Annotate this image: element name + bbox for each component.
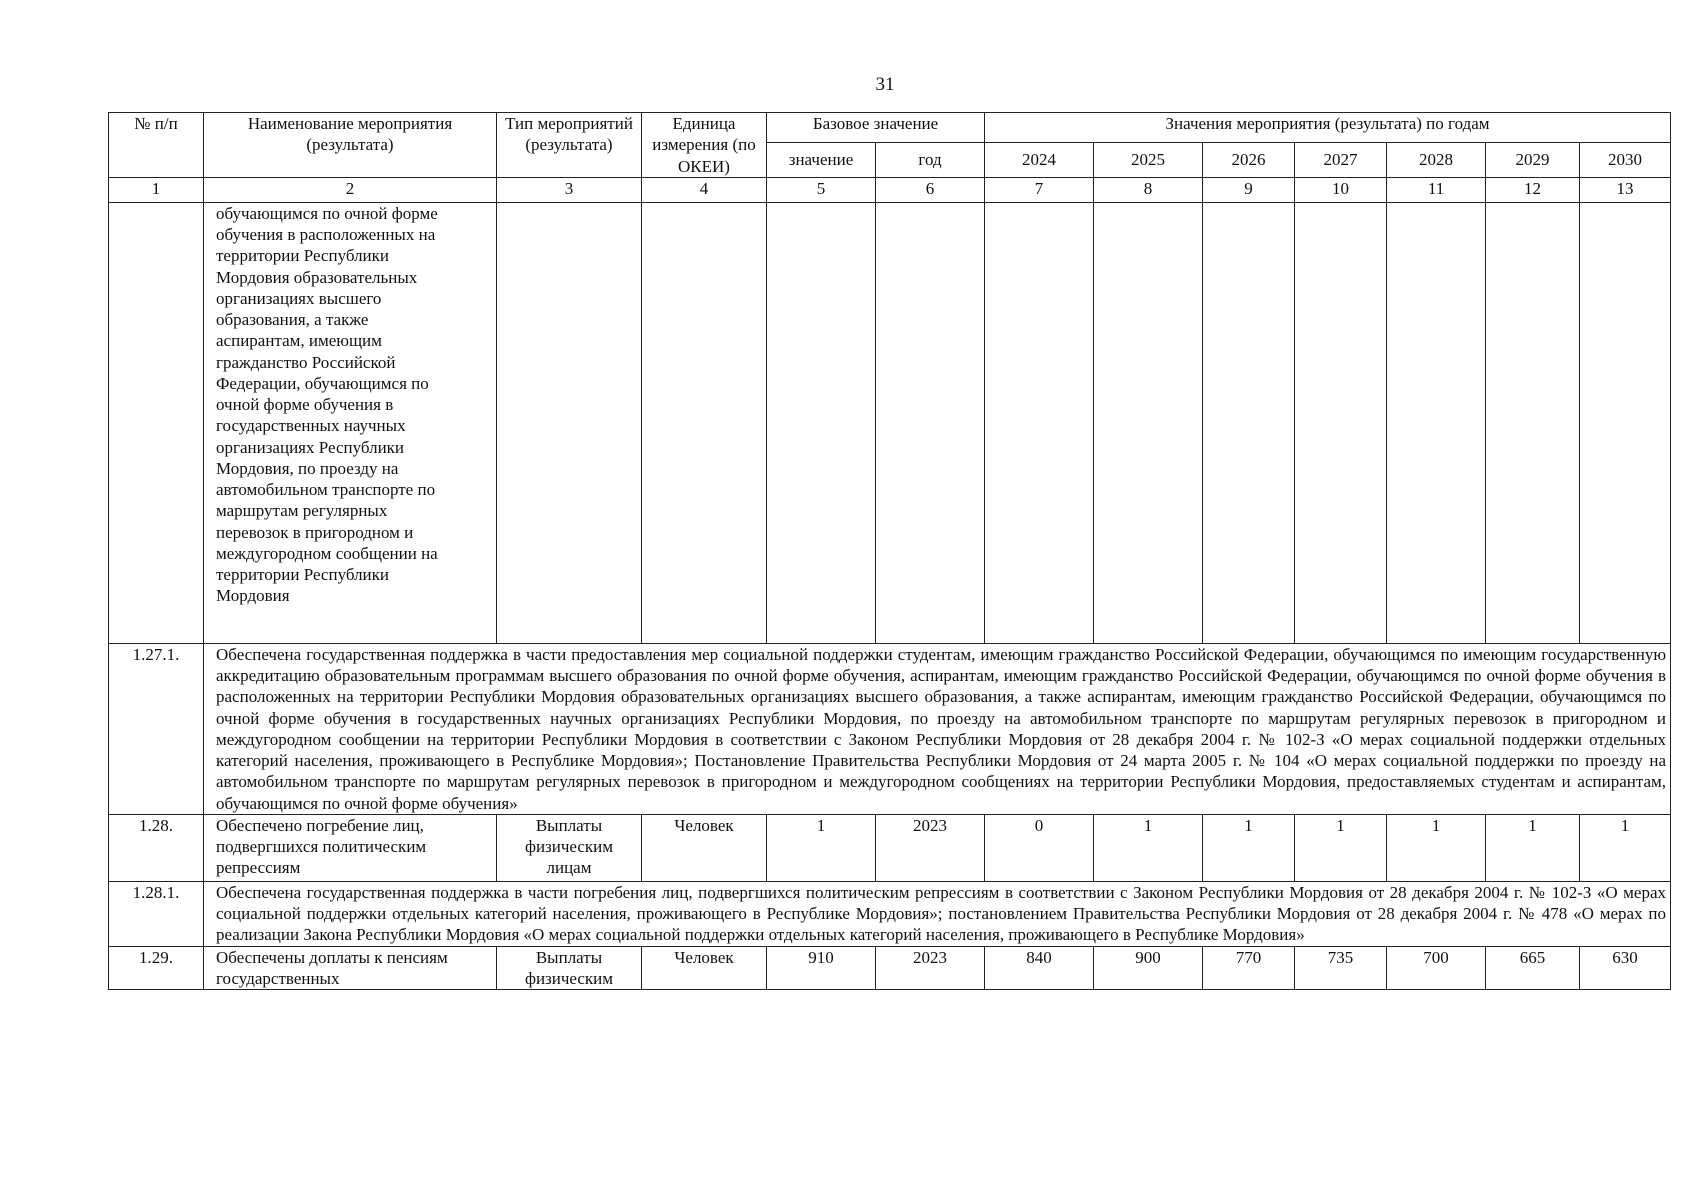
row-type: Выплаты физическим лицам [497,814,642,881]
row-unit: Человек [642,946,767,990]
header-base-value: значение [767,142,876,177]
row-value-2026: 770 [1203,946,1295,990]
row-number: 1.29. [109,946,204,990]
row-number: 1.28. [109,814,204,881]
results-table [108,112,1671,990]
header-unit: Единица измерения (по ОКЕИ) [642,113,767,178]
table-row [109,814,1671,881]
header-type: Тип мероприятий (результата) [497,113,642,178]
col-number: 6 [876,177,985,202]
header-year-2026: 2026 [1203,142,1295,177]
row-value-2024: 840 [985,946,1094,990]
row-value-2028: 700 [1387,946,1486,990]
continued-row [109,202,1671,643]
col-number: 4 [642,177,767,202]
header-row-1 [109,113,1671,143]
row-value-2029: 1 [1486,814,1580,881]
col-number: 9 [1203,177,1295,202]
col-number: 5 [767,177,876,202]
row-type: Выплаты физическим [497,946,642,990]
continued-row-name: обучающимся по очной форме обучения в расположенных на территории Республики Мордовия образовательных организациях высшего образования, а также аспирантам, имеющим гражданство Российской Федерации, обучающимся по очной форме обучения в государственных научных организациях Республики Мордовия, по проезду на автомобильном транспорте по маршрутам регулярных перевозок в пригородном и междугородном сообщении на территории Республики Мордовия [204,202,497,643]
column-numbers-row [109,177,1671,202]
header-year-2028: 2028 [1387,142,1486,177]
col-number: 11 [1387,177,1486,202]
col-number: 8 [1094,177,1203,202]
row-value-2029: 665 [1486,946,1580,990]
row-value-2025: 900 [1094,946,1203,990]
col-number: 13 [1580,177,1671,202]
header-year-2029: 2029 [1486,142,1580,177]
row-value-2028: 1 [1387,814,1486,881]
row-base-value: 1 [767,814,876,881]
row-name: Обеспечены доплаты к пенсиям государственных [204,946,497,990]
row-name: Обеспечено погребение лиц, подвергшихся политическим репрессиям [204,814,497,881]
header-year-2027: 2027 [1295,142,1387,177]
table-row [109,946,1671,990]
table-row [109,643,1671,814]
row-base-value: 910 [767,946,876,990]
row-value-2026: 1 [1203,814,1295,881]
row-description: Обеспечена государственная поддержка в части погребения лиц, подвергшихся политическим репрессиям в соответствии с Законом Республики Мордовия от 28 декабря 2004 г. № 102-З «О мерах социальной поддержки отдельных категорий населения, проживающего в Республике Мордовия»; постановлением Правительства Республики Мордовия от 28 декабря 2004 г. № 478 «О мерах по реализации Закона Республики Мордовия «О мерах социальной поддержки отдельных категорий населения, проживающего в Республике Мордовия» [204,881,1671,946]
col-number: 12 [1486,177,1580,202]
col-number: 7 [985,177,1094,202]
row-value-2030: 1 [1580,814,1671,881]
row-unit: Человек [642,814,767,881]
row-base-year: 2023 [876,814,985,881]
header-year-2024: 2024 [985,142,1094,177]
header-name: Наименование мероприятия (результата) [204,113,497,178]
header-base: Базовое значение [767,113,985,143]
header-year-2030: 2030 [1580,142,1671,177]
row-value-2025: 1 [1094,814,1203,881]
col-number: 3 [497,177,642,202]
col-number: 1 [109,177,204,202]
row-base-year: 2023 [876,946,985,990]
row-value-2027: 735 [1295,946,1387,990]
header-num: № п/п [109,113,204,178]
col-number: 10 [1295,177,1387,202]
row-number: 1.28.1. [109,881,204,946]
table-row [109,881,1671,946]
row-value-2027: 1 [1295,814,1387,881]
col-number: 2 [204,177,497,202]
row-description: Обеспечена государственная поддержка в части предоставления мер социальной поддержки студентам, имеющим гражданство Российской Федерации, обучающимся по имеющим государственную аккредитацию образовательным программам высшего образования по очной форме обучения, аспирантам, имеющим гражданство Российской Федерации, обучающимся по очной форме обучения в расположенных на территории Республики Мордовия образовательных организациях высшего образования, а также аспирантам, имеющим гражданство Российской Федерации, обучающимся по очной форме обучения в государственных научных организациях Республики Мордовия, по проезду на автомобильном транспорте по маршрутам регулярных перевозок в пригородном и междугородном сообщении на территории Республики Мордовия в соответствии с Законом Республики Мордовия от 28 декабря 2004 г. № 102-З «О мерах социальной поддержки отдельных категорий населения, проживающего в Республике Мордовия»; Постановление Правительства Республики Мордовия от 24 марта 2005 г. № 104 «О мерах социальной поддержки по проезду на автомобильном транспорте по маршрутам регулярных перевозок в пригородном и междугородном сообщениях на территории Республики Мордовия, предоставляемых студентам и аспирантам, обучающимся по очной форме обучения» [204,643,1671,814]
header-year-2025: 2025 [1094,142,1203,177]
row-value-2024: 0 [985,814,1094,881]
page-number: 31 [875,74,895,95]
header-years: Значения мероприятия (результата) по годам [985,113,1671,143]
row-value-2030: 630 [1580,946,1671,990]
header-base-year: год [876,142,985,177]
row-number: 1.27.1. [109,643,204,814]
